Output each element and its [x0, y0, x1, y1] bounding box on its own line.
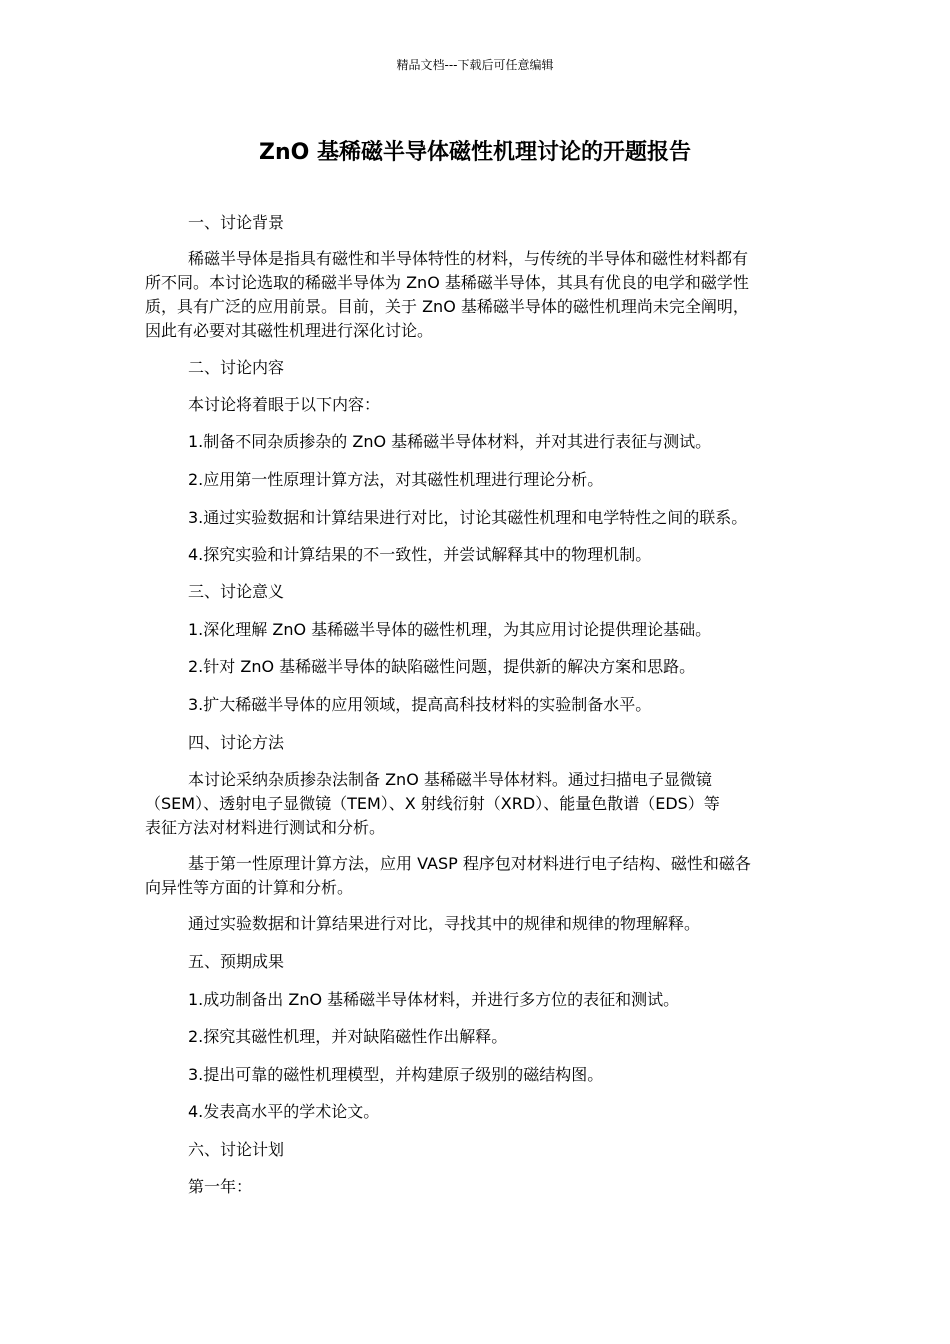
methods-p1-line-3: 表征方法对材料进行测试和分析。 — [145, 818, 386, 837]
content-item-3: 3.通过实验数据和计算结果进行对比，讨论其磁性机理和电学特性之间的联系。 — [188, 508, 748, 527]
methods-p2-line-2: 向异性等方面的计算和分析。 — [145, 878, 354, 897]
results-item-3: 3.提出可靠的磁性机理模型，并构建原子级别的磁结构图。 — [188, 1065, 604, 1084]
background-line-1: 稀磁半导体是指具有磁性和半导体特性的材料，与传统的半导体和磁性材料都有 — [188, 249, 749, 268]
background-line-2: 所不同。本讨论选取的稀磁半导体为 ZnO 基稀磁半导体，其具有优良的电学和磁学性 — [145, 273, 749, 292]
methods-p2-line-1: 基于第一性原理计算方法，应用 VASP 程序包对材料进行电子结构、磁性和磁各 — [188, 854, 751, 873]
content-item-2: 2.应用第一性原理计算方法，对其磁性机理进行理论分析。 — [188, 470, 604, 489]
plan-first-year: 第一年： — [188, 1177, 253, 1196]
content-item-1: 1.制备不同杂质掺杂的 ZnO 基稀磁半导体材料，并对其进行表征与测试。 — [188, 432, 712, 451]
content-item-4: 4.探究实验和计算结果的不一致性，并尝试解释其中的物理机制。 — [188, 545, 652, 564]
section-heading-background: 一、讨论背景 — [188, 213, 285, 232]
section-heading-content: 二、讨论内容 — [188, 358, 285, 377]
section-heading-significance: 三、讨论意义 — [188, 582, 285, 601]
results-item-2: 2.探究其磁性机理，并对缺陷磁性作出解释。 — [188, 1027, 508, 1046]
content-intro: 本讨论将着眼于以下内容： — [188, 395, 381, 414]
document-title: ZnO 基稀磁半导体磁性机理讨论的开题报告 — [259, 140, 691, 165]
background-line-4: 因此有必要对其磁性机理进行深化讨论。 — [145, 321, 434, 340]
results-item-1: 1.成功制备出 ZnO 基稀磁半导体材料，并进行多方位的表征和测试。 — [188, 990, 680, 1009]
results-item-4: 4.发表高水平的学术论文。 — [188, 1102, 380, 1121]
section-heading-methods: 四、讨论方法 — [188, 733, 285, 752]
methods-p1-line-1: 本讨论采纳杂质掺杂法制备 ZnO 基稀磁半导体材料。通过扫描电子显微镜 — [188, 770, 712, 789]
section-heading-plan: 六、讨论计划 — [188, 1140, 285, 1159]
section-heading-results: 五、预期成果 — [188, 952, 285, 971]
significance-item-2: 2.针对 ZnO 基稀磁半导体的缺陷磁性问题，提供新的解决方案和思路。 — [188, 657, 696, 676]
methods-p1-line-2: （SEM）、透射电子显微镜（TEM）、X 射线衍射（XRD）、能量色散谱（EDS）等 — [145, 794, 720, 813]
methods-p3: 通过实验数据和计算结果进行对比，寻找其中的规律和规律的物理解释。 — [188, 914, 701, 933]
significance-item-3: 3.扩大稀磁半导体的应用领域，提高高科技材料的实验制备水平。 — [188, 695, 652, 714]
significance-item-1: 1.深化理解 ZnO 基稀磁半导体的磁性机理，为其应用讨论提供理论基础。 — [188, 620, 712, 639]
page-header: 精品文档---下载后可任意编辑 — [396, 58, 554, 72]
background-line-3: 质，具有广泛的应用前景。目前，关于 ZnO 基稀磁半导体的磁性机理尚未完全阐明， — [145, 297, 749, 316]
